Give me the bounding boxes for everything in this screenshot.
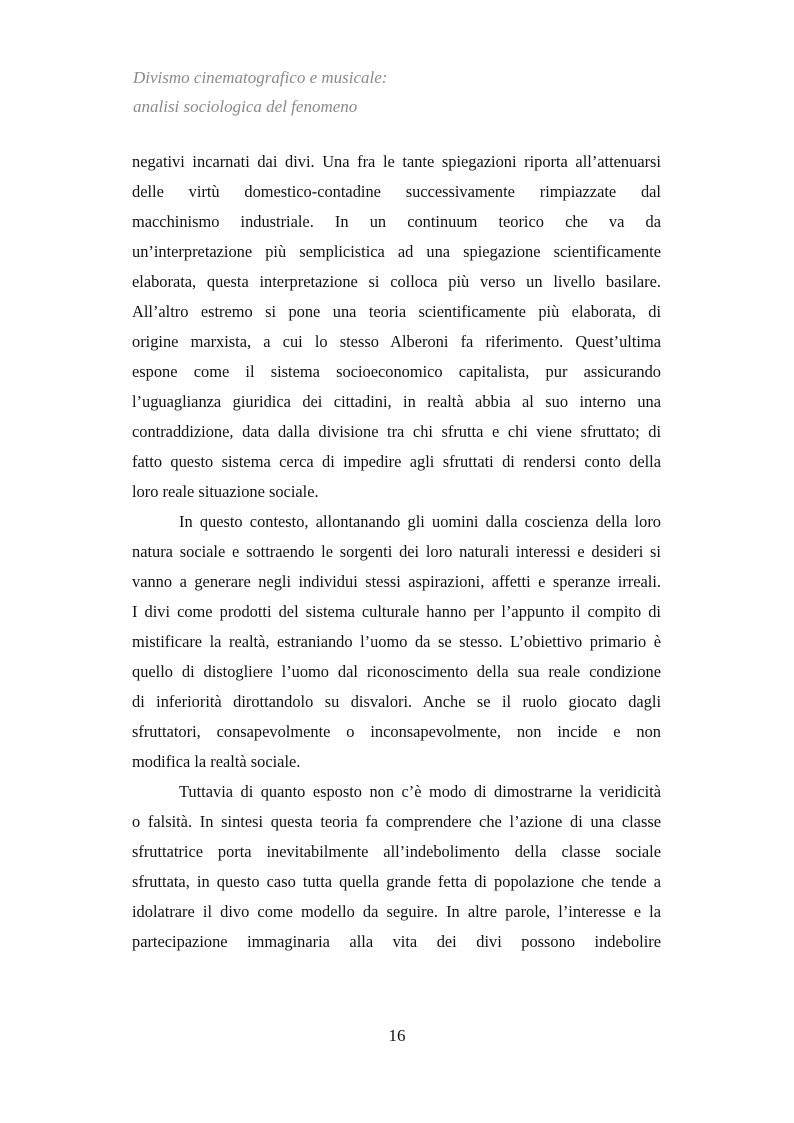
text-line: origine marxista, a cui lo stesso Alberoni fa riferimento. Quest’ultima [132,332,661,351]
text-line: natura sociale e sottraendo le sorgenti dei loro naturali interessi e desideri si [132,542,661,561]
text-line: negativi incarnati dai divi. Una fra le tante spiegazioni riporta all’attenuarsi [132,152,661,171]
text-line: idolatrare il divo come modello da seguire. In altre parole, l’interesse e la [132,902,661,921]
text-line: sfruttata, in questo caso tutta quella grande fetta di popolazione che tende a [132,872,661,891]
text-line: Tuttavia di quanto esposto non c’è modo di dimostrarne la veridicità [179,782,661,801]
text-line: di inferiorità dirottandolo su disvalori. Anche se il ruolo giocato dagli [132,692,661,711]
paragraph-1 [132,147,661,507]
text-line: partecipazione immaginaria alla vita dei divi possono indebolire [132,932,661,951]
text-line: l’uguaglianza giuridica dei cittadini, in realtà abbia al suo interno una [132,392,661,411]
text-line: In questo contesto, allontanando gli uomini dalla coscienza della loro [179,512,661,531]
body-text [132,147,661,957]
text-line: mistificare la realtà, estraniando l’uomo da se stesso. L’obiettivo primario è [132,632,661,651]
text-line: fatto questo sistema cerca di impedire agli sfruttati di rendersi conto della [132,452,661,471]
text-line: All’altro estremo si pone una teoria scientificamente più elaborata, di [132,302,661,321]
text-line: sfruttatrice porta inevitabilmente all’indebolimento della classe sociale [132,842,661,861]
running-header [133,63,673,121]
text-line: quello di distogliere l’uomo dal riconoscimento della sua reale condizione [132,662,661,681]
text-line: delle virtù domestico-contadine successivamente rimpiazzate dal [132,182,661,201]
text-line: I divi come prodotti del sistema culturale hanno per l’appunto il compito di [132,602,661,621]
text-line: modifica la realtà sociale. [132,752,301,771]
text-line: espone come il sistema socioeconomico capitalista, pur assicurando [132,362,661,381]
text-line: vanno a generare negli individui stessi aspirazioni, affetti e speranze irreali. [132,572,661,591]
header-line-2: analisi sociologica del fenomeno [133,97,358,116]
header-line-1: Divismo cinematografico e musicale: [133,68,388,87]
text-line: contraddizione, data dalla divisione tra chi sfrutta e chi viene sfruttato; di [132,422,661,441]
page-number: 16 [388,1026,406,1045]
paragraph-3 [132,777,661,957]
text-line: sfruttatori, consapevolmente o inconsapevolmente, non incide e non [132,722,661,741]
text-line: elaborata, questa interpretazione si colloca più verso un livello basilare. [132,272,661,291]
text-line: o falsità. In sintesi questa teoria fa comprendere che l’azione di una classe [132,812,661,831]
paragraph-2 [132,507,661,777]
text-line: macchinismo industriale. In un continuum teorico che va da [132,212,661,231]
text-line: un’interpretazione più semplicistica ad una spiegazione scientificamente [132,242,661,261]
text-line: loro reale situazione sociale. [132,482,319,501]
